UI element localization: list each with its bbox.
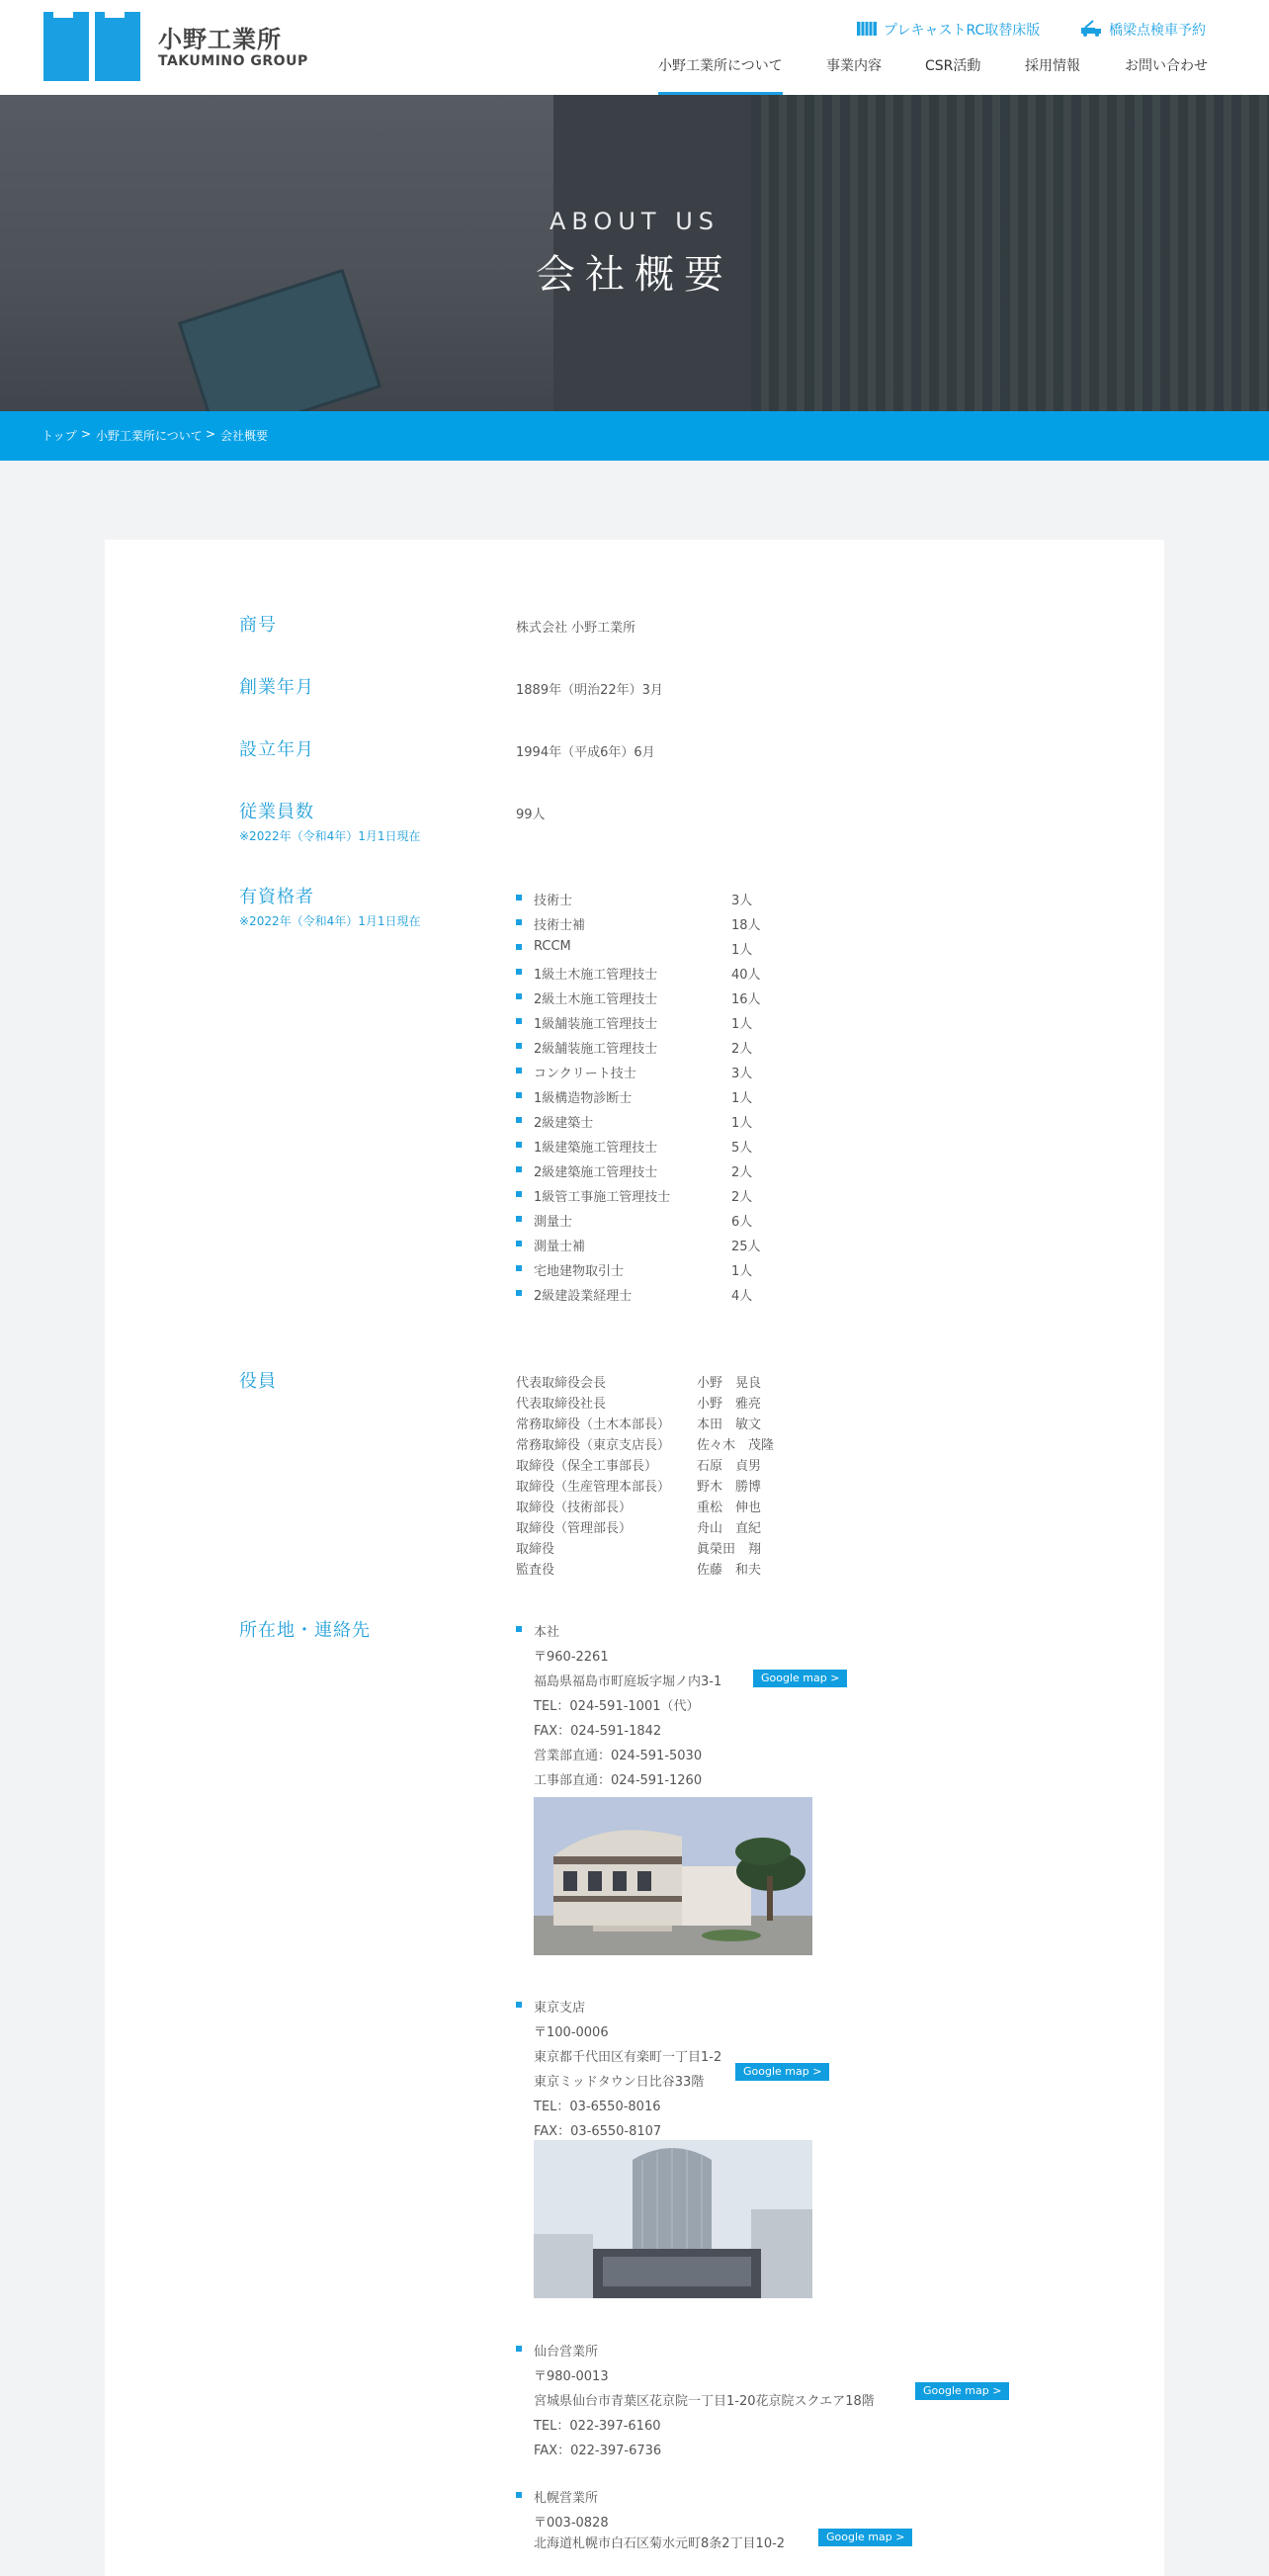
bullet-icon [516,1043,522,1049]
office-name-sapporo: 札幌営業所 [534,2491,599,2506]
office-line: FAX：024-591-1842 [534,1724,662,1739]
qualification-count: 3人 [731,1067,753,1081]
officer-name: 重松 伸也 [697,1501,762,1515]
bullet-icon [516,1290,522,1296]
office-line: 〒003-0828 [534,2516,609,2531]
hero-title: 会社概要 [536,252,733,298]
office-line: 〒960-2261 [534,1650,609,1665]
bullet-icon [516,1216,522,1222]
officer-role: 監査役 [516,1563,555,1578]
officer-role: 取締役（技術部長） [516,1501,633,1515]
label-officers: 役員 [239,1371,277,1392]
office-line: 営業部直通：024-591-5030 [534,1749,703,1763]
office-line: TEL：022-397-6160 [534,2419,661,2434]
qualification-name: 2級土木施工管理技士 [534,992,658,1007]
qualification-count: 1人 [731,1116,753,1131]
nav-business[interactable]: 事業内容 [826,58,882,74]
breadcrumb-home[interactable]: トップ [42,429,77,443]
qualification-count: 18人 [731,918,761,933]
officer-name: 小野 雅亮 [697,1397,762,1412]
qualification-count: 2人 [731,1165,753,1180]
qualification-name: 2級建築施工管理技士 [534,1165,658,1180]
inspection-vehicle-link[interactable] [1079,20,1206,42]
qualification-name: 測量士補 [534,1240,586,1254]
qualification-name: 測量士 [534,1215,573,1230]
google-map-button-tokyo[interactable]: Google map > [735,2063,829,2081]
bullet-icon [516,2346,522,2352]
note-qualified-date: ※2022年（令和4年）1月1日現在 [239,914,421,928]
office-name-head: 本社 [534,1625,560,1640]
value-founded: 1889年（明治22年）3月 [516,683,663,698]
head-office-photo [534,1797,812,1955]
qualification-name: 1級構造物診断士 [534,1091,633,1106]
officer-role: 取締役（管理部長） [516,1521,633,1536]
google-map-button-head[interactable]: Google map > [753,1670,847,1687]
inspection-vehicle-link-label: 橋梁点検車予約 [1109,23,1206,39]
office-line: FAX：03-6550-8107 [534,2124,662,2139]
label-employees: 従業員数 [239,802,314,822]
office-line: TEL：03-6550-8016 [534,2100,661,2114]
officer-name: 小野 晃良 [697,1376,762,1391]
bullet-icon [516,1265,522,1271]
qualification-count: 16人 [731,992,761,1007]
breadcrumb-separator: > [206,427,216,441]
site-header [0,0,1269,95]
precast-link-label: プレキャストRC取替床版 [884,23,1041,39]
office-line: 北海道札幌市白石区菊水元町8条2丁目10-2 [534,2536,786,2551]
qualification-count: 1人 [731,943,753,958]
qualification-name: RCCM [534,939,571,954]
google-map-button-sendai[interactable]: Google map > [915,2382,1009,2400]
qualification-name: 1級建築施工管理技士 [534,1141,658,1156]
bullet-icon [516,2492,522,2498]
officer-role: 代表取締役社長 [516,1397,607,1412]
bullet-icon [516,1166,522,1172]
bullet-icon [516,2002,522,2008]
bullet-icon [516,1018,522,1024]
officer-role: 取締役（生産管理本部長） [516,1480,671,1495]
bullet-icon [516,1626,522,1632]
logo-subtext[interactable]: TAKUMINO GROUP [158,53,308,69]
qualification-count: 1人 [731,1091,753,1106]
qualification-name: 1級舗装施工管理技士 [534,1017,658,1032]
bullet-icon [516,1068,522,1073]
officer-name: 舟山 直紀 [697,1521,762,1536]
office-line: 東京ミッドタウン日比谷33階 [534,2075,705,2090]
qualification-name: 技術士補 [534,918,586,933]
breadcrumb [0,411,1269,461]
bullet-icon [516,1241,522,1246]
qualification-count: 2人 [731,1042,753,1057]
value-established: 1994年（平成6年）6月 [516,745,655,760]
qualification-name: コンクリート技士 [534,1067,636,1081]
note-employees-date: ※2022年（令和4年）1月1日現在 [239,829,421,843]
label-company-name: 商号 [239,615,277,636]
nav-about[interactable]: 小野工業所について [658,55,783,75]
officer-name: 佐々木 茂隆 [697,1438,775,1453]
officer-role: 常務取締役（東京支店長） [516,1438,671,1453]
bullet-icon [516,895,522,901]
bullet-icon [516,1191,522,1197]
qualification-count: 3人 [731,894,753,908]
qualification-count: 4人 [731,1289,753,1304]
breadcrumb-current: 会社概要 [220,429,269,443]
company-logo-icon[interactable] [43,12,142,81]
google-map-button-sapporo[interactable]: Google map > [818,2529,912,2546]
breadcrumb-about[interactable]: 小野工業所について [96,429,203,443]
office-line: 福島県福島市町庭坂字堀ノ内3-1 [534,1674,722,1689]
qualification-name: 1級管工事施工管理技士 [534,1190,671,1205]
bullet-icon [516,1117,522,1123]
qualification-name: 宅地建物取引士 [534,1264,625,1279]
officer-name: 眞榮田 翔 [697,1542,762,1557]
bullet-icon [516,1142,522,1148]
office-line: 工事部直通：024-591-1260 [534,1773,703,1788]
hero-subtitle: ABOUT US [549,208,719,235]
officer-name: 野木 勝博 [697,1480,762,1495]
office-name-tokyo: 東京支店 [534,2001,586,2016]
qualification-count: 6人 [731,1215,753,1230]
value-employees: 99人 [516,808,546,822]
office-line: FAX：022-397-6736 [534,2444,662,2458]
officer-name: 本田 敏文 [697,1417,762,1432]
qualification-count: 25人 [731,1240,761,1254]
office-name-sendai: 仙台営業所 [534,2345,599,2360]
label-qualified: 有資格者 [239,887,314,907]
qualification-name: 2級建設業経理士 [534,1289,633,1304]
truck-icon [1079,20,1103,42]
office-line: 東京都千代田区有楽町一丁目1-2 [534,2050,722,2065]
officer-role: 代表取締役会長 [516,1376,607,1391]
office-line: TEL：024-591-1001（代） [534,1699,700,1714]
qualification-name: 1級土木施工管理技士 [534,968,658,983]
bullet-icon [516,1092,522,1098]
officer-name: 佐藤 和夫 [697,1563,762,1578]
office-line: 〒980-0013 [534,2369,609,2384]
label-founded: 創業年月 [239,677,314,698]
bullet-icon [516,944,522,950]
office-line: 〒100-0006 [534,2025,609,2040]
logo-text[interactable]: 小野工業所 [158,26,282,53]
precast-link[interactable] [856,20,1040,42]
precast-icon [856,20,878,42]
qualification-count: 1人 [731,1264,753,1279]
qualification-count: 2人 [731,1190,753,1205]
nav-csr[interactable]: CSR活動 [925,58,981,74]
bullet-icon [516,919,522,925]
officer-role: 取締役 [516,1542,555,1557]
value-company-name: 株式会社 小野工業所 [516,621,636,636]
breadcrumb-separator: > [81,427,92,441]
officer-role: 常務取締役（土木本部長） [516,1417,671,1432]
bullet-icon [516,993,522,999]
office-line: 宮城県仙台市青葉区花京院一丁目1-20花京院スクエア18階 [534,2394,875,2409]
officer-role: 取締役（保全工事部長） [516,1459,658,1474]
tokyo-office-photo [534,2140,812,2298]
nav-contact[interactable]: お問い合わせ [1125,58,1208,74]
label-locations: 所在地・連絡先 [239,1620,371,1641]
qualification-count: 40人 [731,968,761,983]
qualification-name: 技術士 [534,894,573,908]
nav-recruit[interactable]: 採用情報 [1025,58,1080,74]
qualification-count: 1人 [731,1017,753,1032]
qualification-name: 2級建築士 [534,1116,594,1131]
qualification-name: 2級舗装施工管理技士 [534,1042,658,1057]
qualification-count: 5人 [731,1141,753,1156]
bullet-icon [516,969,522,975]
officer-name: 石原 貞男 [697,1459,762,1474]
label-established: 設立年月 [239,739,314,760]
